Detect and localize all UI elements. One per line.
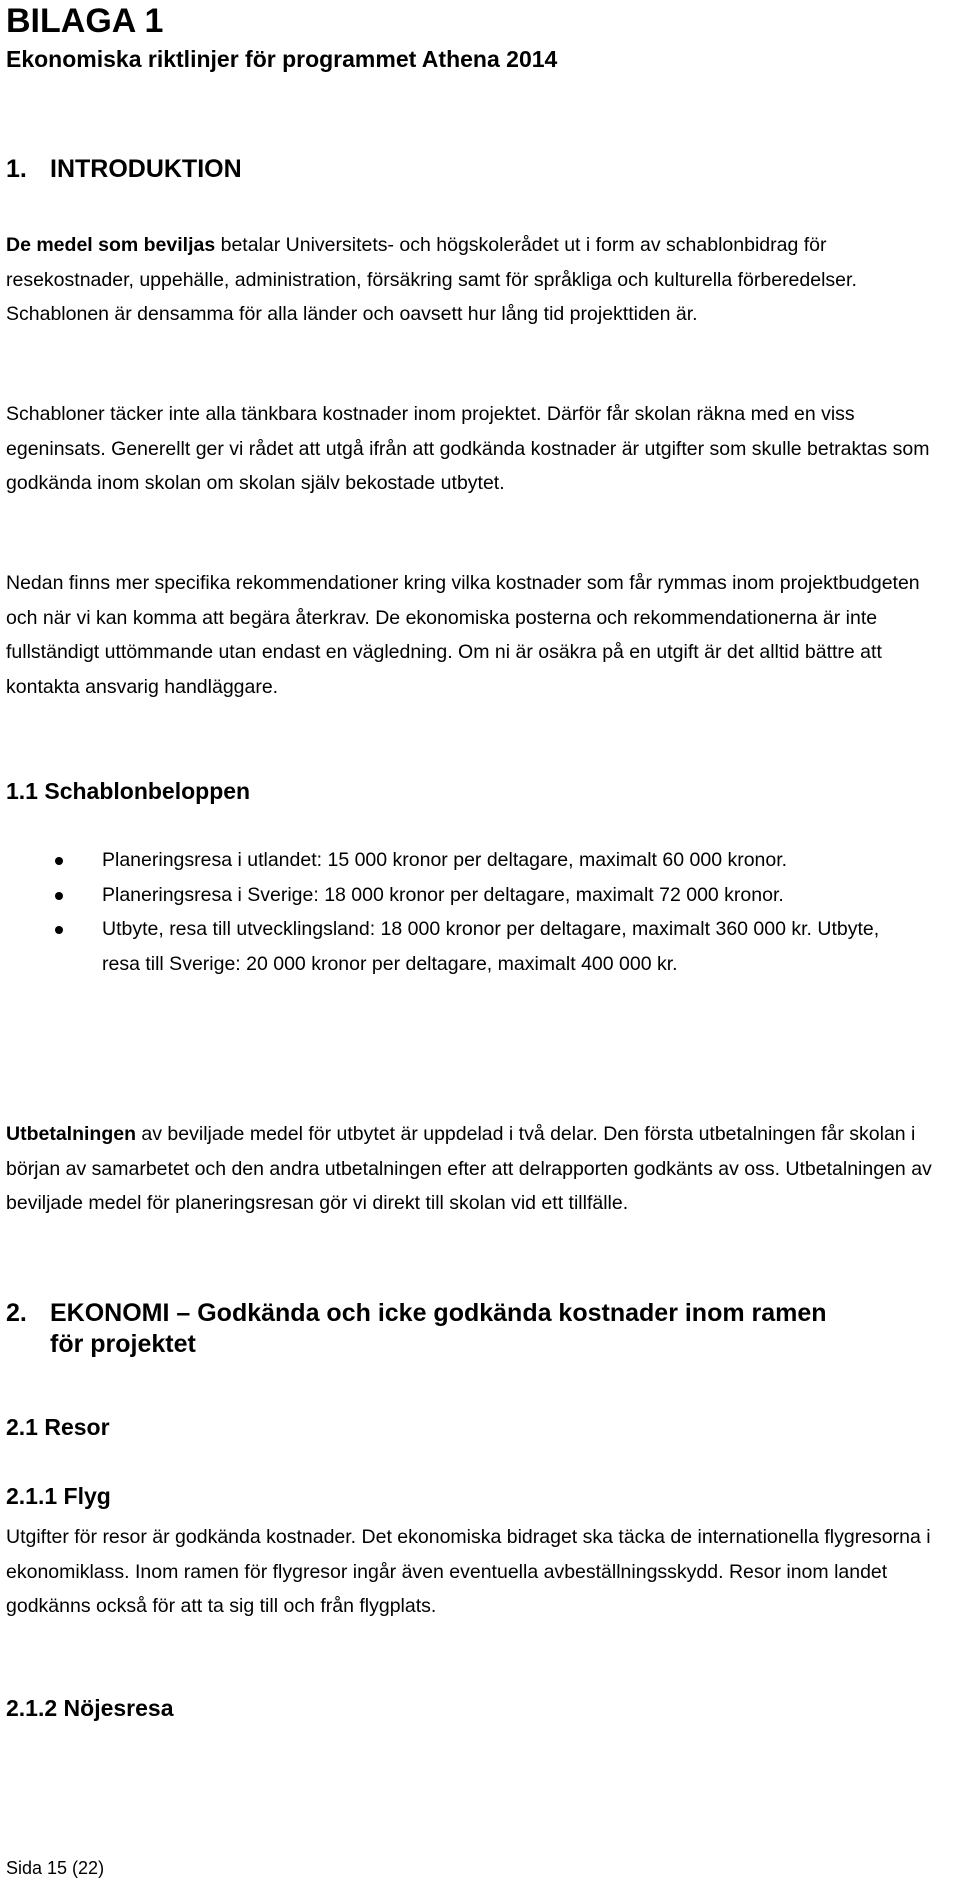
intro-paragraph-1-bold: De medel som beviljas [6, 234, 216, 256]
document-title: BILAGA 1 [6, 2, 164, 40]
amount-list [0, 843, 960, 981]
bullet-icon [55, 892, 63, 900]
intro-paragraph-2: Schabloner täcker inte alla tänkbara kostnader inom projektet. Därför får skolan räkna med en viss egeninsats. Generellt ger vi rådet att utgå ifrån att godkända kostnader är utgifter som skulle betraktas som godkända inom skolan om skolan själv bekostade utbytet. [6, 403, 930, 494]
list-item [0, 912, 902, 981]
document-subtitle: Ekonomiska riktlinjer för programmet Athena 2014 [6, 46, 558, 72]
payment-paragraph-text: av beviljade medel för utbytet är uppdelad i två delar. Den första utbetalningen får skolan i början av samarbetet och den andra utbetalningen efter att delrapporten godkänts av oss. Utbetalningen av beviljade medel för planeringsresan gör vi direkt till skolan vid ett tillfälle. [6, 1123, 932, 1214]
list-item [0, 878, 902, 913]
intro-paragraph-3: Nedan finns mer specifika rekommendationer kring vilka kostnader som får rymmas inom projektbudgeten och när vi kan komma att begära återkrav. De ekonomiska posterna och rekommendationerna är inte fullständigt uttömmande utan endast en vägledning. Om ni är osäkra på en utgift är det alltid bättre att kontakta ansvarig handläggare. [6, 572, 920, 698]
section-number: 2. [6, 1299, 27, 1327]
payment-paragraph [6, 1117, 956, 1221]
page-number: Sida 15 (22) [6, 1858, 105, 1878]
section-title: INTRODUKTION [50, 155, 242, 183]
section-heading-introduction [6, 154, 242, 185]
bullet-icon [55, 857, 63, 865]
intro-paragraph-1-text: betalar Universitets- och högskolerådet ut i form av schablonbidrag för resekostnader, uppehälle, administration, försäkring samt för språkliga och kulturella förberedelser. Schablonen är densamma för alla länder och oavsett hur lång tid projekttiden är. [6, 234, 857, 325]
subsection-heading-resor: 2.1 Resor [6, 1414, 110, 1440]
section-heading-ekonomi [6, 1298, 906, 1361]
subsection-heading-schablonbeloppen: 1.1 Schablonbeloppen [6, 778, 251, 804]
section-title: EKONOMI – Godkända och icke godkända kostnader inom ramen för projektet [50, 1299, 827, 1359]
subsection-heading-flyg: 2.1.1 Flyg [6, 1483, 111, 1509]
list-item [0, 843, 902, 878]
section-number: 1. [6, 155, 27, 183]
list-item-text: Utbyte, resa till utvecklingsland: 18 000 kronor per deltagare, maximalt 360 000 kr. Utbyte, resa till Sverige: 20 000 kronor per deltagare, maximalt 400 000 kr. [102, 918, 880, 975]
intro-paragraph-1 [6, 228, 956, 332]
subsection-heading-nojesresa: 2.1.2 Nöjesresa [6, 1695, 174, 1721]
flyg-paragraph: Utgifter för resor är godkända kostnader. Det ekonomiska bidraget ska täcka de internationella flygresorna i ekonomiklass. Inom ramen för flygresor ingår även eventuella avbeställningsskydd. Resor inom landet godkänns också för att ta sig till och från flygplats. [6, 1526, 931, 1617]
bullet-icon [55, 926, 63, 934]
payment-paragraph-bold: Utbetalningen [6, 1123, 136, 1145]
list-item-text: Planeringsresa i utlandet: 15 000 kronor per deltagare, maximalt 60 000 kronor. [102, 849, 788, 871]
list-item-text: Planeringsresa i Sverige: 18 000 kronor per deltagare, maximalt 72 000 kronor. [102, 883, 784, 906]
